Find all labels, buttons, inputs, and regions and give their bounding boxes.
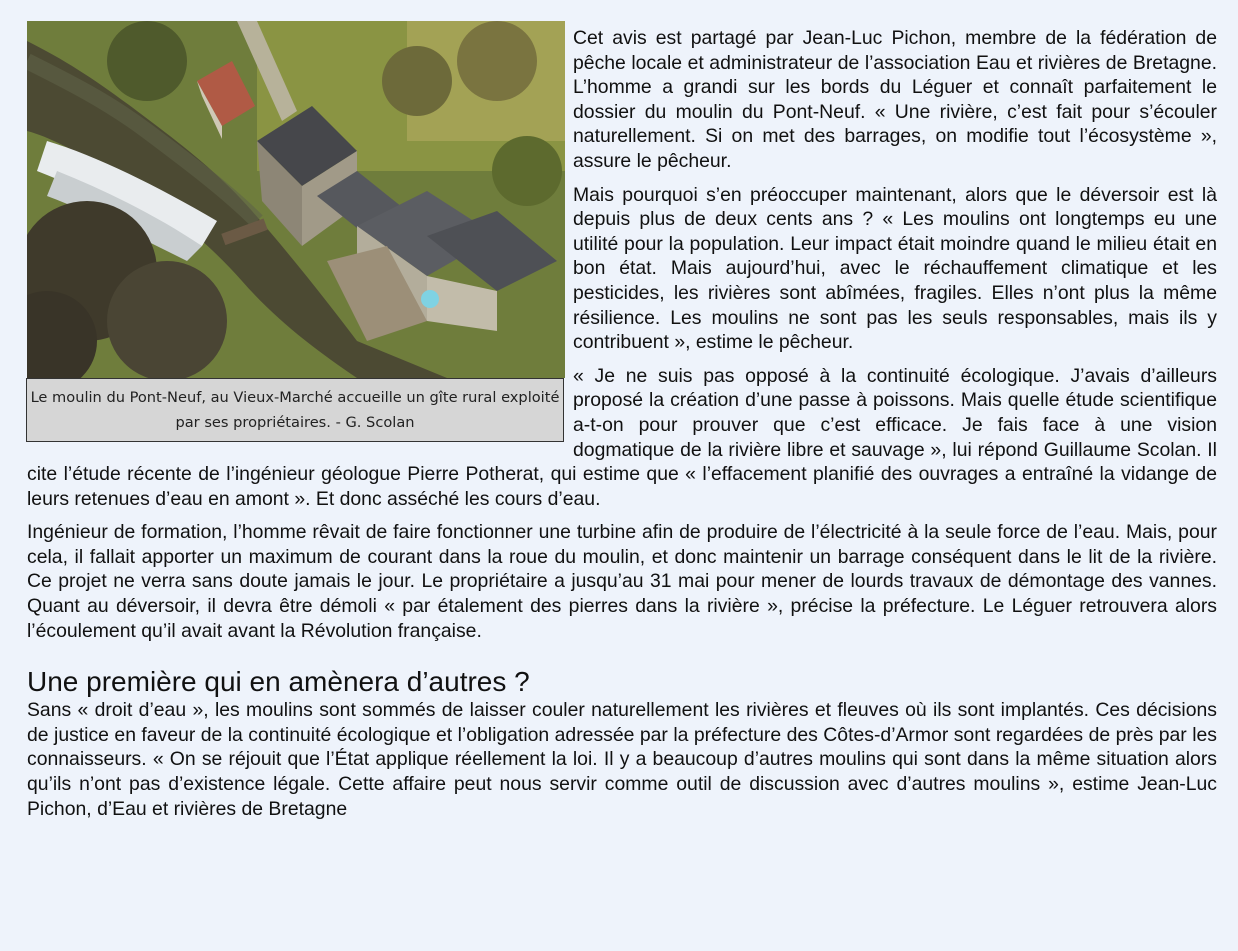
paragraph-5: Sans « droit d’eau », les moulins sont sommés de laisser couler naturellement les rivières et fleuves où ils sont implantés. Ces décisions de justice en faveur de la continuité écologique et l’obligation adressée par la préfecture des Côtes-d’Armor sont regardées de près par les connaisseurs. « On se réjouit que l’État applique réellement la loi. Il y a beaucoup d’autres moulins qui sont dans la même situation alors qu’ils n’ont pas d’existence légale. Cette affaire peut nous servir comme outil de discussion avec d’autres moulins », estime Jean-Luc Pichon, d’Eau et rivières de Bretagne xyxy=(27,699,1217,820)
paragraph-1: Cet avis est partagé par Jean-Luc Pichon, membre de la fédération de pêche locale et administrateur de l’association Eau et rivières de Bretagne. L’homme a grandi sur les bords du Léguer et connaît parfaitement le dossier du moulin du Pont-Neuf. « Une rivière, c’est fait pour s’écouler naturellement. Si on met des barrages, on modifie tout l’écosystème », assure le pêcheur. xyxy=(573,27,1217,172)
paragraph-4: Ingénieur de formation, l’homme rêvait de faire fonctionner une turbine afin de produire de l’électricité à la seule force de l’eau. Mais, pour cela, il fallait apporter un maximum de courant dans la roue du moulin, et donc maintenir un barrage conséquent dans le lit de la rivière. Ce projet ne verra sans doute jamais le jour. Le propriétaire a jusqu’au 31 mai pour mener de lourds travaux de démontage des vannes. Quant au déversoir, il devra être démoli « par étalement des pierres dans la rivière », précise la préfecture. Le Léguer retrouvera alors l’écoulement qu’il avait avant la Révolution française. xyxy=(27,521,1217,642)
article-figure xyxy=(27,21,565,443)
photo-caption: Le moulin du Pont-Neuf, au Vieux-Marché accueille un gîte rural exploité par ses propriétaires. - G. Scolan xyxy=(26,378,564,442)
paragraph-2: Mais pourquoi s’en préoccuper maintenant, alors que le déversoir est là depuis plus de deux cents ans ? « Les moulins ont longtemps eu une utilité pour la population. Leur impact était moindre quand le milieu était en bon état. Mais aujourd’hui, avec le réchauffement climatique et les pesticides, les rivières sont abîmées, fragiles. Elles n’ont plus la même résilience. Les moulins ne sont pas les seuls responsables, mais ils y contribuent », estime le pêcheur. xyxy=(573,183,1217,354)
mill-aerial-photo xyxy=(27,21,565,378)
section-heading: Une première qui en amènera d’autres ? xyxy=(27,666,530,698)
article xyxy=(27,26,1217,830)
paragraph-3: « Je ne suis pas opposé à la continuité écologique. J’avais d’ailleurs proposé la création d’une passe à poissons. Mais quelle étude scientifique a-t-on pour prouver que c’est efficace. Je fais face à une vision dogmatique de la rivière libre et sauvage », lui répond Guillaume Scolan. Il cite l’étude récente de l’ingénieur géologue Pierre Potherat, qui estime que « l’effacement planifié des ouvrages a entraîné la vidange de leurs retenues d’eau en amont ». Et donc asséché les cours d’eau. xyxy=(27,364,1217,510)
